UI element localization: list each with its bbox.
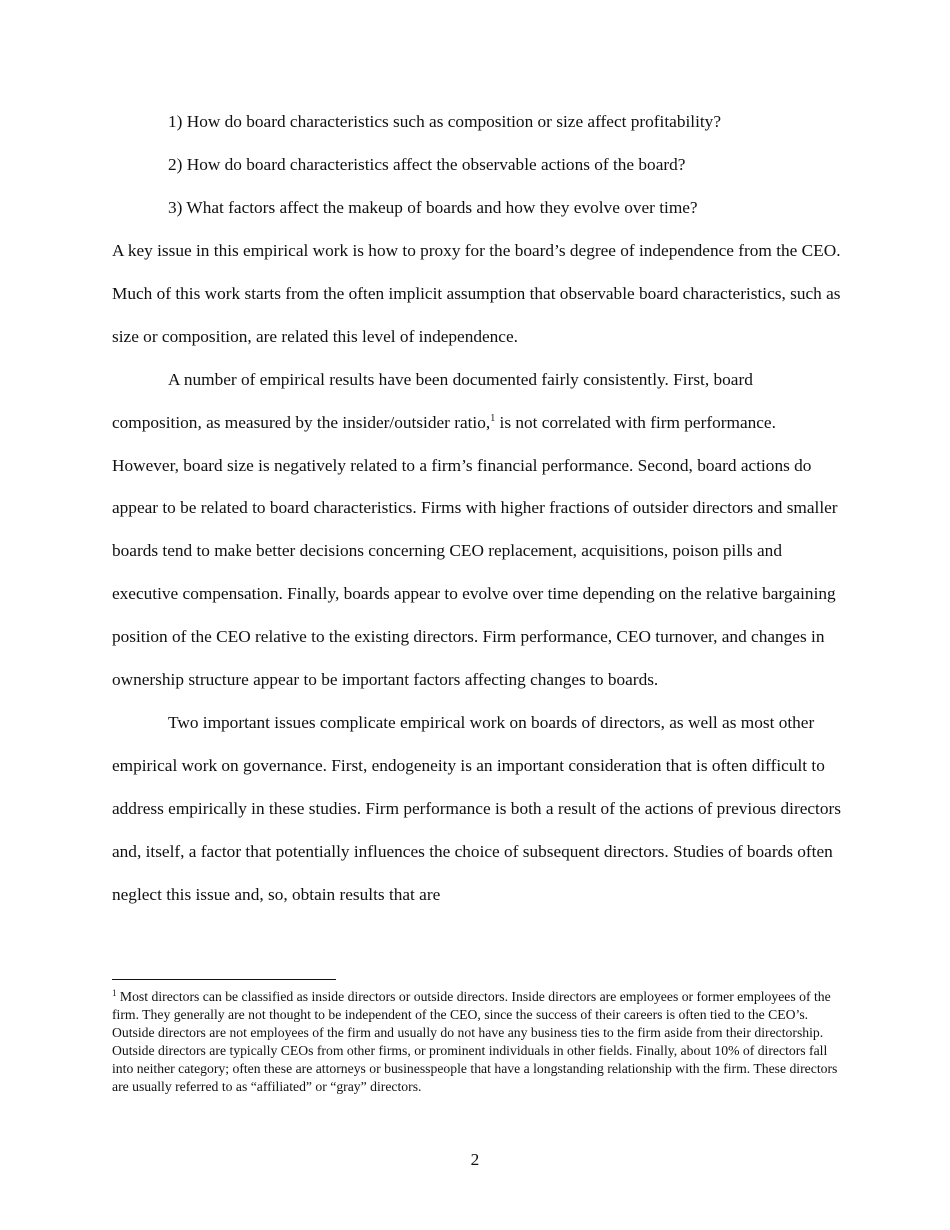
footnote-reference: 1 (490, 412, 496, 424)
paragraph-endogeneity: Two important issues complicate empirical work on boards of directors, as well as most other empirical work on governance. First, endogeneity is an important consideration that is often difficult to address empirically in these studies. Firm performance is both a result of the actions of previous directors and, itself, a factor that potentially influences the choice of subsequent directors. Studies of boards often neglect this issue and, so, obtain results that are (112, 712, 841, 904)
body-text (112, 230, 842, 917)
footnote-marker: 1 (112, 988, 117, 998)
footnote-divider (112, 979, 336, 980)
paragraph-empirical-results (112, 359, 842, 702)
footnote (112, 988, 847, 1096)
paragraph-text: is not correlated with firm performance. However, board size is negatively related to a firm’s financial performance. Second, board actions do appear to be related to board characteristics. Firms with higher fractions of outsider directors and smaller boards tend to make better decisions concerning CEO replacement, acquisitions, poison pills and executive compensation. Finally, boards appear to evolve over time depending on the relative bargaining position of the CEO relative to the existing directors. Firm performance, CEO turnover, and changes in ownership structure appear to be important factors affecting changes to boards. (112, 412, 838, 690)
paragraph-independence: A key issue in this empirical work is how to proxy for the board’s degree of independence from the CEO. Much of this work starts from the often implicit assumption that observable board characteristics, such as size or composition, are related this level of independence. (112, 241, 841, 346)
page-number: 2 (470, 1150, 480, 1169)
question-item: 3) What factors affect the makeup of boards and how they evolve over time? (168, 198, 698, 217)
footnote-text: Most directors can be classified as inside directors or outside directors. Inside directors are employees or former employees of the firm. They generally are not thought to be independent of the CEO, since the success of their careers is often tied to the CEO’s. Outside directors are not employees of the firm and usually do not have any business ties to the firm aside from their directorship. Outside directors are typically CEOs from other firms, or prominent individuals in other fields. Finally, about 10% of directors fall into neither category; often these are attorneys or businesspeople that have a longstanding relationship with the firm. These directors are usually referred to as “affiliated” or “gray” directors. (112, 989, 838, 1094)
question-item: 2) How do board characteristics affect the observable actions of the board? (168, 155, 686, 174)
paragraph-text: A number of empirical results have been documented fairly consistently. First, board composition, as measured by the insider/outsider ratio, (112, 369, 753, 432)
question-item: 1) How do board characteristics such as composition or size affect profitability? (168, 112, 721, 131)
